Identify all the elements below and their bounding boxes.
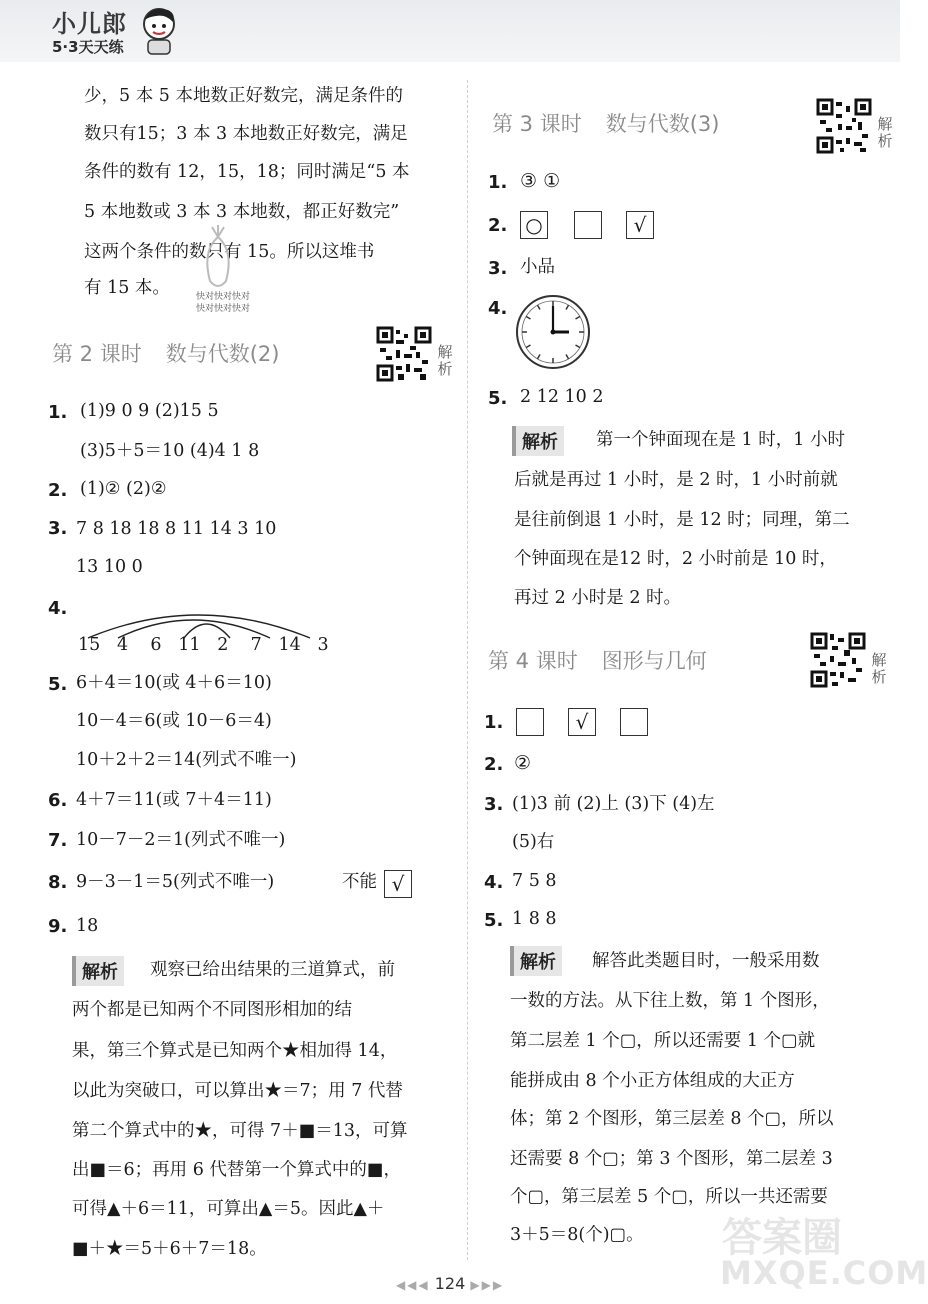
analysis-text: 再过 2 小时是 2 时。 — [514, 588, 682, 608]
analysis-text: ■＋★＝5＋6＋7＝18。 — [72, 1239, 267, 1259]
header-bar — [0, 0, 900, 62]
question-number: 5. — [488, 388, 508, 409]
answer-text: ③ ① — [520, 170, 561, 192]
analysis-text: 可得▲＋6＝11，可算出▲＝5。因此▲＋ — [72, 1199, 385, 1219]
answer-box: ○ — [520, 211, 548, 239]
question-number: 2. — [488, 215, 508, 236]
answer-text: 10＋2＋2＝14(列式不唯一) — [76, 750, 297, 770]
answer-text: 1 8 8 — [512, 909, 557, 929]
brand-logo: 小儿郎 — [52, 10, 127, 38]
analysis-text: 个▢，第三层差 5 个▢，所以一共还需要 — [510, 1187, 828, 1207]
analysis-text: 一数的方法。从下往上数，第 1 个图形， — [510, 991, 830, 1011]
section-title-3 — [492, 108, 719, 138]
analysis-text: 是往前倒退 1 小时，是 12 时；同理，第二 — [514, 510, 850, 530]
analysis-label: 解析 — [512, 426, 564, 456]
answer-text: 10－7－2＝1(列式不唯一) — [76, 830, 286, 850]
column-divider — [467, 80, 468, 1260]
analysis-text: 解答此类题目时，一般采用数 — [592, 951, 820, 971]
series-name: 5·3天天练 — [52, 38, 124, 56]
question-number: 1. — [488, 172, 508, 193]
answer-text: 13 10 0 — [76, 557, 143, 577]
analysis-text: 还需要 8 个▢；第 3 个图形，第二层差 3 — [510, 1149, 833, 1169]
answer-text: ② — [514, 752, 532, 774]
analysis-label: 解析 — [72, 956, 124, 986]
mascot-icon — [138, 4, 180, 56]
lesson-label: 第 2 课时 — [52, 342, 142, 366]
note-line: 快对快对快对 — [196, 304, 251, 314]
question-number: 1. — [484, 712, 504, 733]
answer-text: 6＋4＝10(或 4＋6＝10) — [76, 673, 272, 693]
analysis-text: 能拼成由 8 个小正方体组成的大正方 — [510, 1071, 795, 1091]
arc-numbers: 15 4 6 11 2 7 14 3 — [78, 635, 329, 655]
question-number: 3. — [488, 258, 508, 279]
analysis-text: 果，第三个算式是已知两个★相加得 14， — [72, 1041, 398, 1061]
question-number: 9. — [48, 916, 68, 937]
answer-text: 小品 — [520, 257, 555, 277]
lesson-label: 第 3 课时 — [492, 112, 582, 136]
answer-text: (1)9 0 9 (2)15 5 — [80, 401, 219, 421]
intro-line: 条件的数有 12，15，18；同时满足“5 本 — [84, 162, 410, 182]
answer-text: 4＋7＝11(或 7＋4＝11) — [76, 790, 272, 810]
analysis-text: 出■＝6；再用 6 代替第一个算式中的■， — [72, 1160, 401, 1180]
answer-tail: 不能 — [342, 872, 377, 892]
answer-text: (1)3 前 (2)上 (3)下 (4)左 — [512, 794, 715, 814]
analysis-text: 第二层差 1 个▢，所以还需要 1 个▢就 — [510, 1031, 816, 1051]
answer-text: 7 8 18 18 8 11 14 3 10 — [76, 519, 277, 539]
answer-text: 9－3－1＝5(列式不唯一) — [76, 872, 275, 892]
answer-box — [516, 708, 544, 736]
question-number: 4. — [488, 298, 508, 319]
analysis-block — [510, 946, 562, 976]
analysis-text: 后就是再过 1 小时，是 2 时，1 小时前就 — [514, 470, 838, 490]
qr-code-icon[interactable] — [376, 326, 432, 382]
analysis-label: 解析 — [510, 946, 562, 976]
check-box: √ — [384, 870, 412, 898]
intro-line: 这两个条件的数只有 15。所以这堆书 — [84, 242, 375, 262]
topic-label: 数与代数(3) — [605, 112, 720, 136]
question-number: 6. — [48, 790, 68, 811]
answer-text: 10－4＝6(或 10－6＝4) — [76, 711, 272, 731]
answer-box: √ — [568, 708, 596, 736]
question-number: 1. — [48, 402, 68, 423]
intro-line: 5 本地数或 3 本 3 本地数，都正好数完” — [84, 202, 400, 222]
analysis-text: 个钟面现在是12 时，2 小时前是 10 时， — [514, 549, 837, 569]
next-arrows-icon: ▶▶▶ — [470, 1278, 505, 1292]
page-footer — [0, 1274, 900, 1293]
answer-box — [620, 708, 648, 736]
answer-text: (3)5＋5＝10 (4)4 1 8 — [80, 441, 260, 461]
question-number: 5. — [48, 674, 68, 695]
qr-label: 解 析 — [871, 651, 887, 686]
answer-text: (1)② (2)② — [80, 479, 167, 499]
analysis-text: 两个都是已知两个不同图形相加的结 — [72, 1000, 352, 1020]
answer-box: √ — [626, 211, 654, 239]
question-number: 7. — [48, 830, 68, 851]
topic-label: 图形与几何 — [601, 649, 707, 673]
analysis-text: 第二个算式中的★，可得 7＋■＝13，可算 — [72, 1121, 408, 1141]
intro-line: 数只有15；3 本 3 本地数正好数完，满足 — [84, 124, 408, 144]
analysis-text: 3＋5＝8(个)▢。 — [510, 1225, 644, 1245]
answer-text: 18 — [76, 916, 99, 936]
section-title-4 — [488, 645, 707, 675]
analysis-text: 观察已给出结果的三道算式，前 — [150, 960, 395, 980]
question-number: 3. — [484, 794, 504, 815]
note-line: 快对快对快对 — [196, 292, 251, 302]
analysis-block — [512, 426, 564, 456]
intro-line: 少，5 本 5 本地数正好数完，满足条件的 — [84, 86, 403, 106]
answer-text: 2 12 10 2 — [520, 387, 604, 407]
watermark-logo: 答案圈 — [722, 1215, 842, 1261]
lesson-label: 第 4 课时 — [488, 649, 578, 673]
question-number: 8. — [48, 872, 68, 893]
topic-label: 数与代数(2) — [165, 342, 280, 366]
clock-icon — [514, 293, 592, 371]
analysis-text: 体；第 2 个图形，第三层差 8 个▢，所以 — [510, 1109, 834, 1129]
qr-label: 解 析 — [877, 115, 893, 150]
answer-text: (5)右 — [512, 832, 555, 852]
question-number: 2. — [484, 754, 504, 775]
question-number: 4. — [48, 598, 68, 619]
analysis-block — [72, 956, 124, 986]
analysis-text: 第一个钟面现在是 1 时，1 小时 — [596, 430, 845, 450]
page-number: 124 — [434, 1274, 466, 1293]
analysis-text: 以此为突破口，可以算出★＝7；用 7 代替 — [72, 1081, 403, 1101]
question-number: 2. — [48, 480, 68, 501]
intro-line: 有 15 本。 — [84, 278, 170, 298]
carrot-icon — [188, 225, 248, 295]
qr-label: 解 析 — [437, 343, 453, 378]
prev-arrows-icon: ◀◀◀ — [395, 1278, 430, 1292]
section-title-2 — [52, 338, 279, 368]
question-number: 5. — [484, 910, 504, 931]
answer-box — [574, 211, 602, 239]
watermark-site: MXQE.COM — [720, 1254, 928, 1292]
question-number: 3. — [48, 518, 68, 539]
question-number: 4. — [484, 872, 504, 893]
qr-code-icon[interactable] — [810, 632, 866, 688]
answer-text: 7 5 8 — [512, 871, 557, 891]
qr-code-icon[interactable] — [816, 98, 872, 154]
